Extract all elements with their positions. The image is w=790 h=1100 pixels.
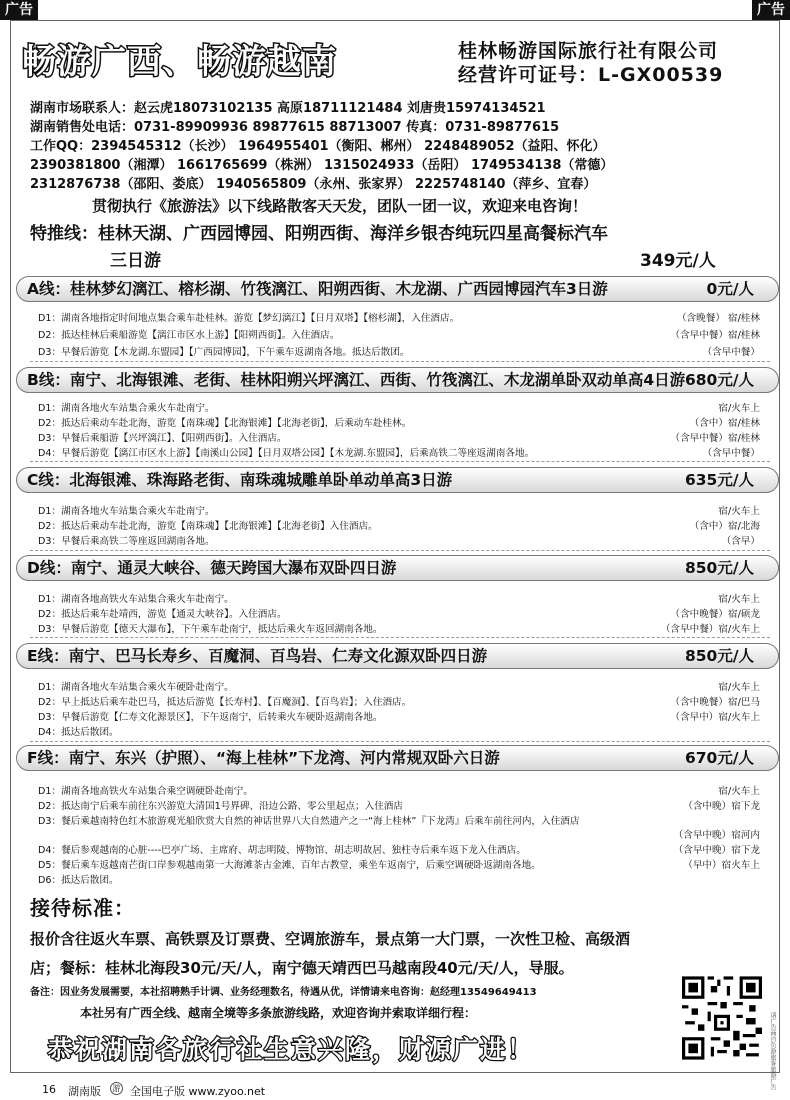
route-day: D2：抵达后乘车赴靖西，游览【通灵大峡谷】。入住酒店。 [38,609,287,620]
route-day-meal: 宿/火车上 [718,403,760,414]
special-route: 特推线：桂林天湖、广西园博园、阳朔西街、海洋乡银杏纯玩四星高餐标汽车 [30,224,608,244]
route-day: D3：早餐后乘船游【兴坪漓江】、【阳朔西街】。入住酒店。 [38,433,287,444]
qr-code [682,976,762,1060]
route-day: D1：湖南各地火车站集合乘火车赴南宁。 [38,403,215,414]
route-day-meal: （含晚餐） 宿/桂林 [676,313,760,324]
route-day-meal: （含早中餐） [702,448,760,459]
route-day-meal: （含早中餐）宿/火车上 [660,624,760,635]
route-price: 850元/人 [684,647,754,665]
route-day-meal: 宿/火车上 [718,506,760,517]
route-title: B线：南宁、北海银滩、老街、桂林阳朔兴坪漓江、西街、竹筏漓江、木龙湖单卧双动单高4日游 [27,371,686,389]
service-standards-title: 接待标准： [30,896,135,920]
route-header [16,276,779,302]
route-price: 670元/人 [684,749,754,767]
edition-label: 湖南版 [68,1085,101,1098]
company-name: 桂林畅游国际旅行社有限公司 [458,40,719,62]
route-title: F线：南宁、东兴（护照）、“海上桂林”下龙湾、河内常规双卧六日游 [27,749,500,767]
logo-icon: 游 [110,1082,123,1095]
more-routes-text: 本社另有广西全线、越南全境等多条旅游线路，欢迎咨询并索取详细行程： [80,1006,477,1020]
route-day-meal: （含中晚餐）宿/硕龙 [670,609,760,620]
route-day-meal: （含早中餐）宿/桂林 [670,330,760,341]
ad-tag-right: 广告 [752,0,790,20]
route-day: D2：早上抵达后乘车赴巴马，抵达后游览【长寿村】、【百魔洞】、【百鸟岩】；入住酒店。 [38,697,412,708]
route-day: D4：餐后参观越南的心脏----巴亭广场、主席府、胡志明陵、博物馆、胡志明故居、独柱寺后乘车返下龙入住酒店。 [38,845,526,856]
side-disclaimer: 请广告商自负游旅客旅游广告 [769,1012,776,1090]
route-day: D1：湖南各地火车站集合乘火车赴南宁。 [38,506,215,517]
route-day-meal: （早中）宿火车上 [683,860,760,871]
route-day-meal: 宿/火车上 [718,786,760,797]
qq-line: 2312876738（邵阳、娄底） 1940565809（永州、张家界） 2225748140（萍乡、宜春） [30,177,597,192]
route-day: D5：餐后乘车返越南芒街口岸参观越南第一大海滩茶古金滩、百年古教堂，乘坐车返南宁，后乘空调硬卧返湖南各地。 [38,860,541,871]
route-title: D线：南宁、通灵大峡谷、德天跨国大瀑布双卧四日游 [27,559,397,577]
route-day-meal: （含中晚餐）宿/巴马 [670,697,760,708]
route-day-meal: （含中）宿/北海 [689,521,760,532]
route-title: A线：桂林梦幻漓江、榕杉湖、竹筏漓江、阳朔西街、木龙湖、广西园博园汽车3日游 [27,280,608,298]
license-number: 经营许可证号：L-GX00539 [458,64,724,86]
page-number: 16 [42,1083,56,1096]
route-price: 0元/人 [706,280,754,298]
divider [30,741,770,742]
route-price: 680元/人 [684,371,754,389]
route-day: D3：餐后乘越南特色红木旅游观光船欣赏大自然的神话世界八大自然遗产之一“海上桂林”『下龙湾』后乘车前往河内，入住酒店 [38,816,580,827]
divider [30,550,770,551]
qq-line: 工作QQ：2394545312（长沙） 1964955401（衡阳、郴州） 2248489052（益阳、怀化） [30,139,606,154]
special-route-price: 349元/人 [640,251,716,271]
route-day: D4：抵达后散团。 [38,727,119,738]
recruitment-note: 备注：因业务发展需要，本社招聘熟手计调、业务经理数名，待遇从优，详情请来电咨询：赵经理13549649413 [30,987,537,998]
brand-headline: 畅游广西、畅游越南 [22,42,337,82]
route-day: D1：湖南各地高铁火车站集合乘火车赴南宁。 [38,594,234,605]
route-day-meal: （含早中餐）宿/桂林 [670,433,760,444]
divider [30,361,770,362]
route-price: 850元/人 [684,559,754,577]
route-day: D2：抵达南宁后乘车前往东兴游览大清国1号界碑、沿边公路、零公里起点；入住酒店 [38,801,403,812]
route-day: D3：早餐后游览【仁寿文化源景区】，下午返南宁，后转乘火车硬卧返湖南各地。 [38,712,383,723]
route-header [16,745,779,771]
divider [30,637,770,638]
route-price: 635元/人 [684,471,754,489]
route-header [16,555,779,581]
route-title: C线：北海银滩、珠海路老街、南珠魂城雕单卧单动单高3日游 [27,471,453,489]
route-day-meal: 宿/火车上 [718,682,760,693]
route-day: D1：湖南各地指定时间地点集合乘车赴桂林。游览【梦幻漓江】【日月双塔】【榕杉湖】，入住酒店。 [38,313,460,324]
qq-line: 2390381800（湘潭） 1661765699（株洲） 1315024933（岳阳） 1749534138（常德） [30,158,614,173]
site-url: 全国电子版 www.zyoo.net [130,1085,266,1098]
sales-phones: 湖南销售处电话：0731-89909936 89877615 88713007 传真：0731-89877615 [30,120,560,135]
route-title: E线：南宁、巴马长寿乡、百魔洞、百鸟岩、仁寿文化源双卧四日游 [27,647,488,665]
route-day: D2：抵达后乘动车赴北海，游览【南珠魂】【北海银滩】【北海老街】入住酒店。 [38,521,378,532]
route-day: D3：早餐后游览【木龙湖.东盟园】【广西园博园】，下午乘车返湖南各地。抵达后散团。 [38,347,410,358]
route-day-meal: （含早中晚）宿下龙 [673,845,760,856]
route-day-meal: （含中）宿/桂林 [689,418,760,429]
route-day: D3：早餐后游览【德天大瀑布】，下午乘车赴南宁，抵达后乘火车返回湖南各地。 [38,624,383,635]
route-header [16,467,779,493]
route-day-meal: （含早中）宿/火车上 [670,712,760,723]
route-day: D6：抵达后散团。 [38,875,119,886]
route-day: D1：湖南各地高铁火车站集合乘空调硬卧赴南宁。 [38,786,253,797]
route-header [16,643,779,669]
route-day: D2：抵达后乘动车赴北海，游览【南珠魂】【北海银滩】【北海老街】，后乘动车赴桂林。 [38,418,412,429]
route-day: D1：湖南各地火车站集合乘火车硬卧赴南宁。 [38,682,234,693]
divider [30,461,770,462]
route-day-meal: （含中晚）宿下龙 [683,801,760,812]
route-day-meal: （含早） [721,536,760,547]
route-day-meal: 宿/火车上 [718,594,760,605]
route-header [16,367,779,393]
special-route-duration: 三日游 [110,251,161,271]
route-day-meal: （含早中晚）宿河内 [673,830,760,841]
route-day: D3：早餐后乘高铁二等座返回湖南各地。 [38,536,215,547]
service-standards-text: 报价含往返火车票、高铁票及订票费、空调旅游车，景点第一大门票，一次性卫检、高级酒 [30,930,631,948]
route-day-meal: （含早中餐） [702,347,760,358]
route-day: D4：早餐后游览【漓江市区水上游】【南溪山公园】【日月双塔公园】【木龙湖.东盟园】，后乘高铁二等座返湖南各地。 [38,448,535,459]
route-day: D2：抵达桂林后乘船游览【漓江市区水上游】【阳朔西街】。入住酒店。 [38,330,340,341]
ad-tag-left: 广告 [0,0,38,20]
service-standards-text: 店；餐标：桂林北海段30元/天/人，南宁德天靖西巴马越南段40元/天/人，导服。 [30,959,574,977]
market-contacts: 湖南市场联系人：赵云虎18073102135 高原18711121484 刘唐贵15974134521 [30,101,546,116]
congratulations-banner: 恭祝湖南各旅行社生意兴隆，财源广进！ [48,1035,535,1064]
policy-text: 贯彻执行《旅游法》以下线路散客天天发，团队一团一议，欢迎来电咨询！ [92,197,588,215]
